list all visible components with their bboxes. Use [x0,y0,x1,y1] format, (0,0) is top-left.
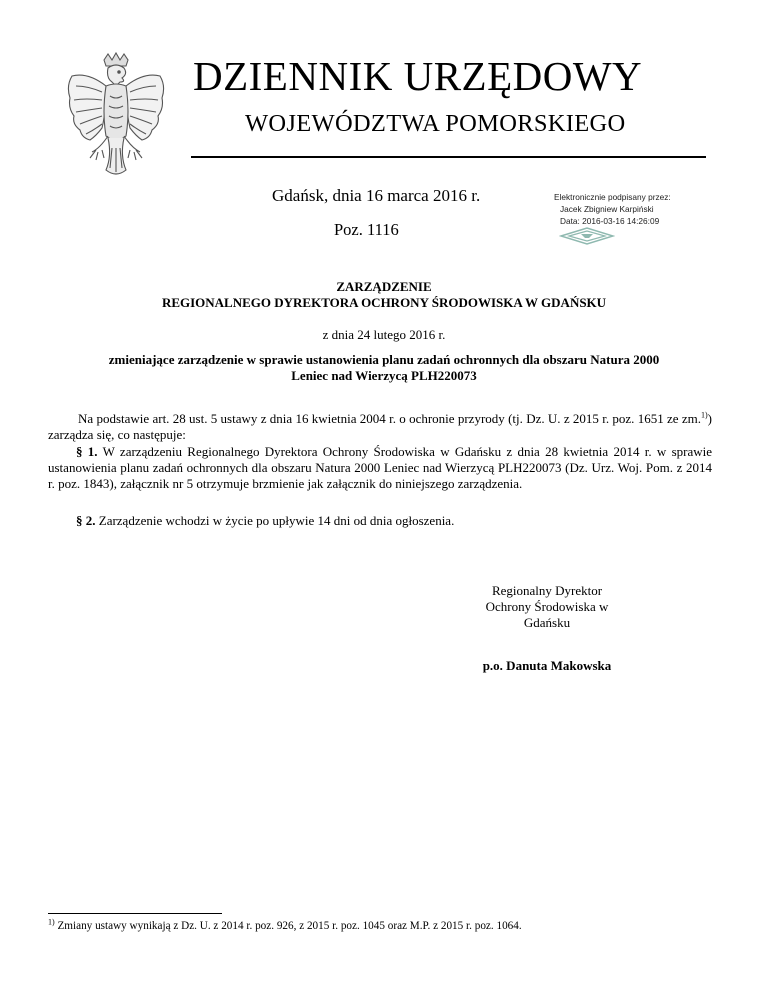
paragraph-2-text: Zarządzenie wchodzi w życie po upływie 14 dni od dnia ogłoszenia. [95,513,455,528]
electronic-signature-stamp [554,191,724,247]
footnote [48,917,522,932]
signature-line-signed-by: Elektronicznie podpisany przez: [554,192,671,202]
document-subject [60,352,708,384]
document-type: ZARZĄDZENIE [336,279,432,294]
paragraph-2 [48,513,712,529]
intro-text: Na podstawie art. 28 ust. 5 ustawy z dnia 16 kwietnia 2004 r. o ochronie przyrody (tj. Dz. U. z 2015 r. poz. 1651 ze zm. [78,411,701,426]
position-number: Poz. 1116 [334,220,399,239]
footnote-text: Zmiany ustawy wynikają z Dz. U. z 2014 r. poz. 926, z 2015 r. poz. 1045 oraz M.P. z 2015 r. poz. 1064. [54,920,522,932]
place-date: Gdańsk, dnia 16 marca 2016 r. [272,186,481,205]
intro-paragraph [48,411,712,443]
signatory-title [447,583,647,631]
footnote-marker: 1) [48,917,55,927]
polish-eagle-emblem [62,52,170,182]
footnote-ref: 1) [700,410,708,420]
paragraph-1-label: § 1. [76,444,98,459]
signatory-title-line-2: Ochrony Środowiska w [485,599,609,614]
publication-subtitle: WOJEWÓDZTWA POMORSKIEGO [245,110,626,137]
footnote-divider [48,913,222,914]
document-date: z dnia 24 lutego 2016 r. [322,327,446,342]
signatory-title-line-3: Gdańsku [523,615,571,630]
paragraph-1-text: W zarządzeniu Regionalnego Dyrektora Ochrony Środowiska w Gdańsku z dnia 28 kwietnia 2014 r. w sprawie ustanowienia planu zadań ochronnych dla obszaru Natura 2000 Leniec nad Wierzycą PLH220073 (Dz. Urz. Woj. Pom. z 2014 r. poz. 1843), załącznik nr 5 otrzymuje brzmienie jak załącznik do niniejszego zarządzenia. [48,444,713,492]
subject-line-1: zmieniające zarządzenie w sprawie ustanowienia planu zadań ochronnych dla obszaru Natura 2000 [108,352,660,367]
publication-title: DZIENNIK URZĘDOWY [193,53,643,99]
signature-logo-icon [559,227,615,245]
signature-line-date: Data: 2016-03-16 14:26:09 [560,216,660,227]
header-divider [191,156,706,158]
subject-line-2: Leniec nad Wierzycą PLH220073 [291,368,477,383]
signature-line-signer: Jacek Zbigniew Karpiński [560,204,654,215]
paragraph-1 [48,444,712,493]
paragraph-2-label: § 2. [76,513,96,528]
signatory-title-line-1: Regionalny Dyrektor [491,583,603,598]
intro-text-end: ) zarządza się, co następuje: [48,411,712,443]
signatory-name: p.o. Danuta Makowska [482,658,612,673]
document-issuer: REGIONALNEGO DYREKTORA OCHRONY ŚRODOWISKA W GDAŃSKU [161,295,607,310]
